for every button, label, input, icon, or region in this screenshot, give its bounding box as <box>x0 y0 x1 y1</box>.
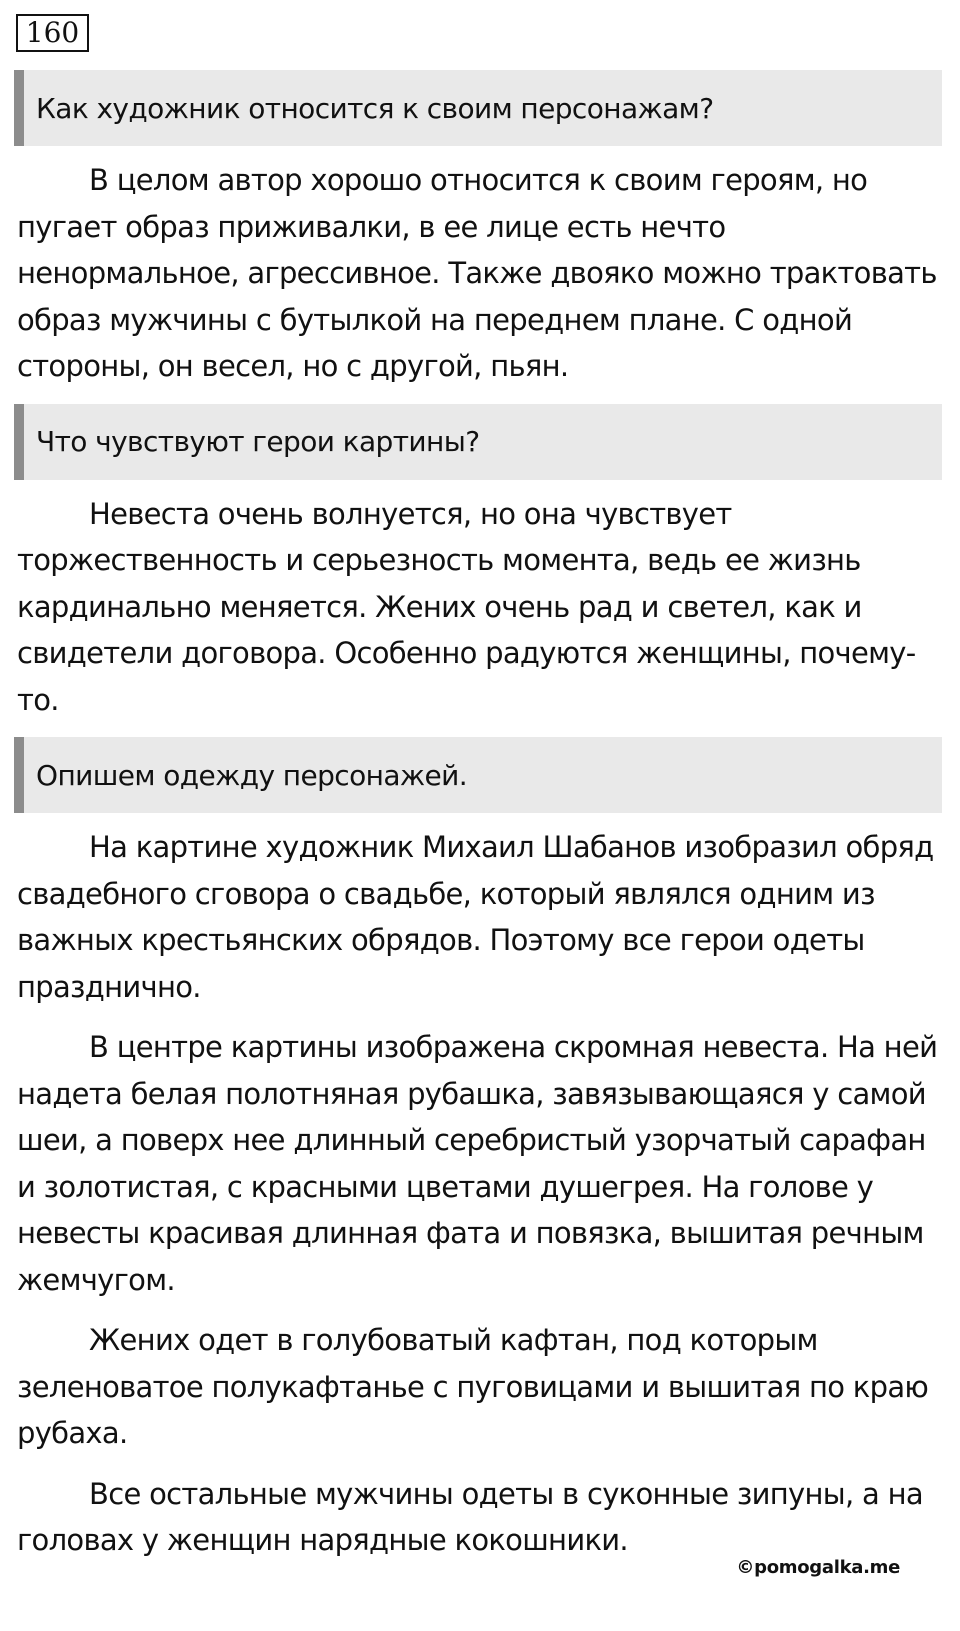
question-heading <box>14 70 942 146</box>
question-text: Что чувствуют герои картины? <box>36 425 480 458</box>
answer-paragraph: Невеста очень волнуется, но она чувствует торжественность и серьезность момента, ведь ее жизнь кардинально меняется. Жених очень рад и светел, как и свидетели договора. Особенно радуются женщины, почему-то. <box>17 496 916 717</box>
document-body <box>14 70 942 1578</box>
question-text: Опишем одежду персонажей. <box>36 758 468 792</box>
answer-paragraph: В целом автор хорошо относится к своим героям, но пугает образ приживалки, в ее лице есть нечто ненормальное, агрессивное. Также двояко можно трактовать образ мужчины с бутылкой на переднем плане. С одной стороны, он весел, но с другой, пьян. <box>17 163 937 383</box>
question-text: Как художник относится к своим персонажам? <box>36 91 714 125</box>
answer-paragraph: Все остальные мужчины одеты в суконные зипуны, а на головах у женщин нарядные кокошники. <box>17 1476 923 1557</box>
answer-paragraph: Жених одет в голубоватый кафтан, под которым зеленоватое полукафтанье с пуговицами и вышитая по краю рубаха. <box>17 1323 929 1450</box>
page-number: 160 <box>16 14 89 52</box>
question-heading <box>14 737 942 813</box>
answer-paragraph: В центре картины изображена скромная невеста. На ней надета белая полотняная рубашка, завязывающаяся у самой шеи, а поверх нее длинный серебристый узорчатый сарафан и золотистая, с красными цветами душегрея. На голове у невесты красивая длинная фата и повязка, вышитая речным жемчугом. <box>17 1030 938 1297</box>
answer-paragraph: На картине художник Михаил Шабанов изобразил обряд свадебного сговора о свадьбе, который являлся одним из важных крестьянских обрядов. Поэтому все герои одеты празднично. <box>17 830 934 1004</box>
watermark: ©pomogalka.me <box>736 1557 900 1578</box>
question-heading <box>14 404 942 480</box>
